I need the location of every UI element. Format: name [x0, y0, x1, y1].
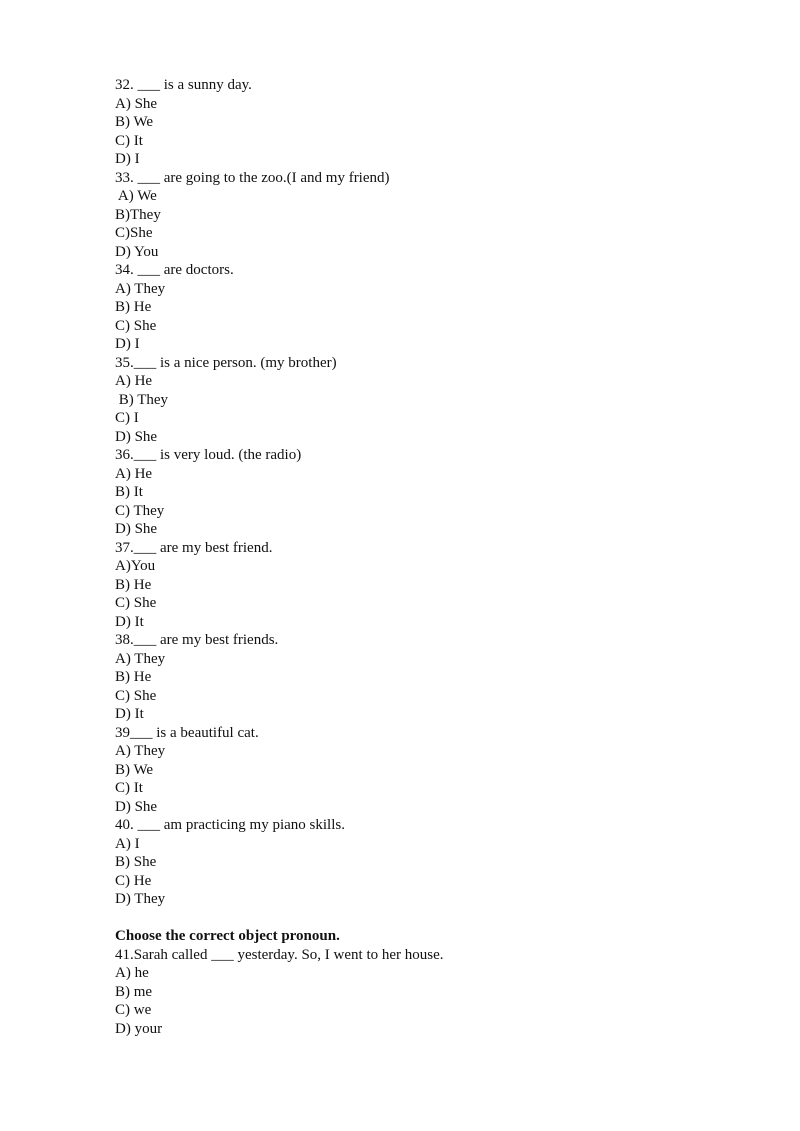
answer-option: B) We	[115, 761, 154, 778]
answer-option: D) She	[115, 521, 158, 537]
question-6	[115, 631, 755, 724]
question-stem: 38.___ are my best friends.	[115, 632, 279, 648]
answer-option: B) They	[115, 391, 169, 408]
answer-option: D) It	[115, 613, 144, 630]
answer-option: C) She	[115, 317, 157, 334]
answer-option: C)She	[115, 225, 153, 241]
answer-option: D) your	[115, 1020, 163, 1037]
question-1	[115, 169, 755, 262]
answer-option: B) He	[115, 576, 152, 593]
answer-option: B) He	[115, 669, 152, 685]
worksheet-content	[115, 76, 755, 1038]
question-4	[115, 446, 755, 539]
answer-option: A) She	[115, 95, 158, 112]
answer-option: B) She	[115, 854, 157, 870]
answer-option: C) He	[115, 872, 152, 889]
answer-option: D) I	[115, 336, 140, 352]
answer-option: D) She	[115, 428, 158, 445]
question-stem: 37.___ are my best friend.	[115, 539, 273, 556]
answer-option: A) He	[115, 465, 153, 482]
answer-option: A) They	[115, 650, 166, 667]
answer-option: D) You	[115, 243, 159, 260]
answer-option: A)You	[115, 558, 156, 574]
question-section2-0	[115, 946, 755, 1039]
answer-option: D) I	[115, 151, 140, 167]
question-stem: 39___ is a beautiful cat.	[115, 724, 259, 741]
question-stem: 40. ___ am practicing my piano skills.	[115, 817, 345, 833]
answer-option: D) She	[115, 798, 158, 815]
question-stem: 32. ___ is a sunny day.	[115, 77, 252, 93]
answer-option: B) me	[115, 983, 153, 1000]
answer-option: A) he	[115, 965, 149, 981]
answer-option: C) It	[115, 780, 143, 796]
answer-option: C) She	[115, 687, 157, 704]
question-stem: 41.Sarah called ___ yesterday. So, I went to her house.	[115, 946, 444, 963]
answer-option: D) It	[115, 706, 144, 722]
answer-option: C) we	[115, 1002, 152, 1018]
answer-option: C) She	[115, 595, 157, 611]
answer-option: D) They	[115, 891, 166, 907]
question-2	[115, 261, 755, 354]
answer-option: C) It	[115, 132, 143, 149]
answer-option: C) I	[115, 410, 139, 426]
question-stem: 36.___ is very loud. (the radio)	[115, 447, 302, 463]
answer-option: A) They	[115, 280, 166, 297]
question-0	[115, 76, 755, 169]
answer-option: A) I	[115, 835, 140, 852]
question-stem: 33. ___ are going to the zoo.(I and my friend)	[115, 169, 390, 186]
question-7	[115, 724, 755, 817]
question-stem: 35.___ is a nice person. (my brother)	[115, 354, 337, 371]
question-3	[115, 354, 755, 447]
question-8	[115, 816, 755, 909]
answer-option: B) He	[115, 299, 152, 315]
answer-option: B) We	[115, 114, 154, 130]
answer-option: B)They	[115, 206, 161, 223]
answer-option: A) They	[115, 743, 166, 759]
answer-option: C) They	[115, 502, 165, 519]
section-heading: Choose the correct object pronoun.	[115, 928, 340, 944]
question-5	[115, 539, 755, 632]
question-stem: 34. ___ are doctors.	[115, 262, 234, 278]
answer-option: B) It	[115, 484, 143, 500]
answer-option: A) He	[115, 373, 153, 389]
answer-option: A) We	[115, 188, 157, 204]
